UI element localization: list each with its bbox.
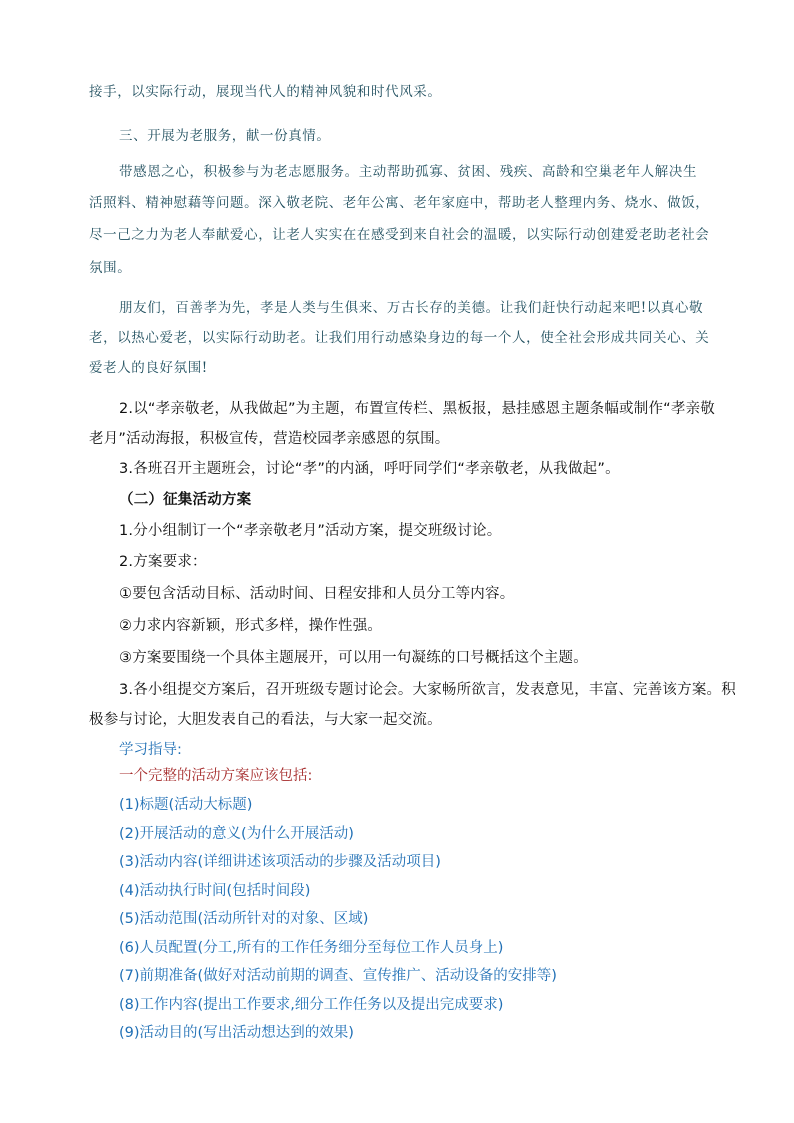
list-item: 3.各小组提交方案后，召开班级专题讨论会。大家畅所欲言，发表意见，丰富、完善该方案。积 [119,682,736,698]
guide-item: (2)开展活动的意义(为什么开展活动) [119,826,354,842]
guide-intro: 一个完整的活动方案应该包括: [119,768,313,784]
guide-item: (9)活动目的(写出活动想达到的效果) [119,1025,354,1041]
guide-item: (1)标题(活动大标题) [119,797,253,813]
paragraph-line: 尽一己之力为老人奉献爱心，让老人实实在在感受到来自社会的温暖，以实际行动创建爱老助老社会 [89,227,710,243]
guide-item: (7)前期准备(做好对活动前期的调查、宣传推广、活动设备的安排等) [119,968,557,984]
requirement-item: ①要包含活动目标、活动时间、日程安排和人员分工等内容。 [119,586,515,602]
paragraph-line: 接手，以实际行动，展现当代人的精神风貌和时代风采。 [89,84,442,100]
requirement-item: ③方案要围绕一个具体主题展开，可以用一句凝练的口号概括这个主题。 [119,650,588,666]
guide-item: (3)活动内容(详细讲述该项活动的步骤及活动项目) [119,854,441,870]
guide-title: 学习指导: [119,742,182,758]
subheading: （二）征集活动方案 [119,492,252,508]
list-item: 2.方案要求： [119,554,207,570]
list-item: 2.以“孝亲敬老，从我做起”为主题，布置宣传栏、黑板报，悬挂感恩主题条幅或制作“孝亲敬 [119,401,715,417]
guide-item: (4)活动执行时间(包括时间段) [119,883,311,899]
paragraph-line: 氛围。 [89,260,132,276]
guide-item: (8)工作内容(提出工作要求,细分工作任务以及提出完成要求) [119,997,504,1013]
paragraph-line: 活照料、精神慰藉等问题。深入敬老院、老年公寓、老年家庭中，帮助老人整理内务、烧水、做饭， [89,195,710,211]
list-item-continuation: 极参与讨论，大胆发表自己的看法，与大家一起交流。 [89,712,442,728]
list-item: 1.分小组制订一个“孝亲敬老月”活动方案，提交班级讨论。 [119,523,502,539]
paragraph-line: 朋友们，百善孝为先，孝是人类与生俱来、万古长存的美德。让我们赶快行动起来吧!以真心敬 [119,300,704,316]
paragraph-line: 爱老人的良好氛围! [89,360,208,376]
section-heading: 三、开展为老服务，献一份真情。 [119,128,331,144]
paragraph-line: 老，以热心爱老，以实际行动助老。让我们用行动感染身边的每一个人，使全社会形成共同关心、关 [89,330,710,346]
guide-item: (6)人员配置(分工,所有的工作任务细分至每位工作人员身上) [119,940,504,956]
list-item-continuation: 老月”活动海报，积极宣传，营造校园孝亲感恩的氛围。 [89,431,450,447]
requirement-item: ②力求内容新颖，形式多样，操作性强。 [119,618,383,634]
guide-item: (5)活动范围(活动所针对的对象、区域) [119,911,369,927]
paragraph-line: 带感恩之心，积极参与为老志愿服务。主动帮助孤寡、贫困、残疾、高龄和空巢老年人解决生 [119,164,698,180]
list-item: 3.各班召开主题班会，讨论“孝”的内涵，呼吁同学们“孝亲敬老，从我做起”。 [119,461,620,477]
